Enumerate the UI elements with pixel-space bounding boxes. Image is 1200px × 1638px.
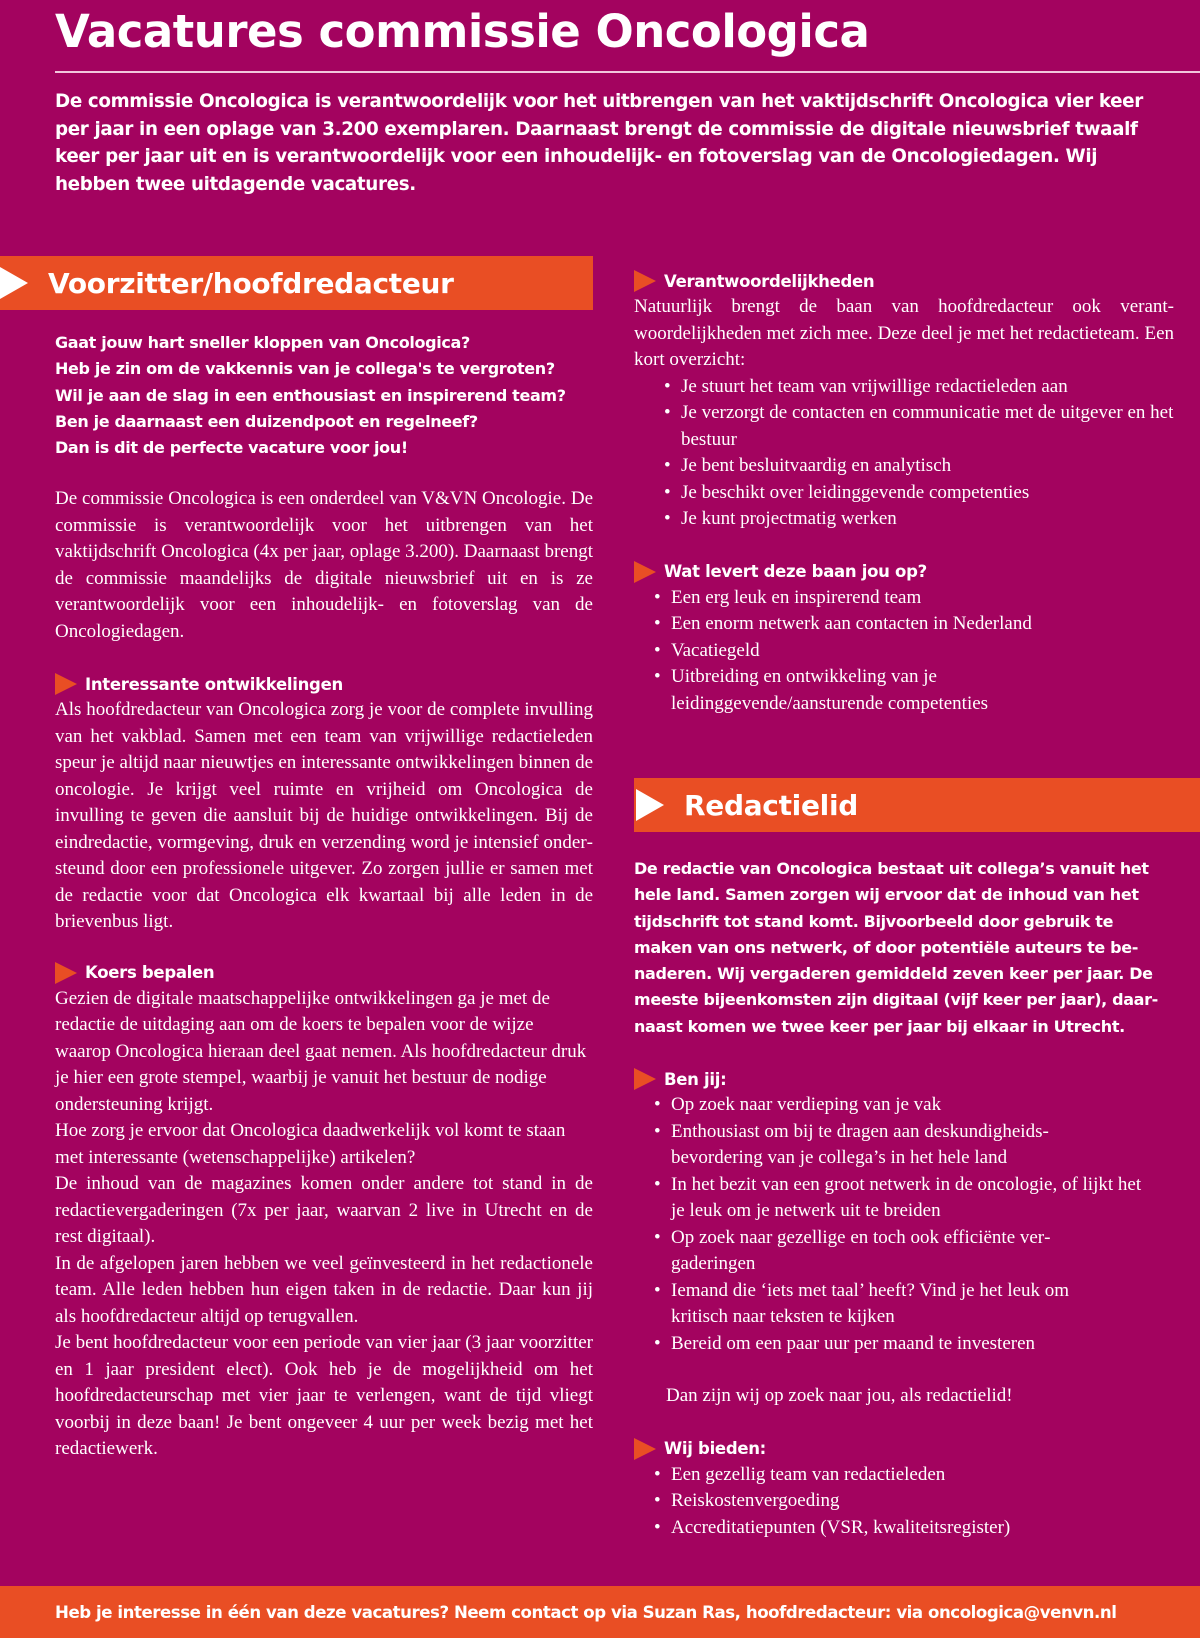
course-paragraph: De inhoud van de magazines komen onder andere tot stand in de redactievergaderingen (7x per jaar, waarvan 2 live in Utrecht en de rest digitaal). bbox=[55, 1173, 593, 1248]
responsibilities-list bbox=[634, 374, 1174, 533]
list-item: • Uitbreiding en ontwikkeling van je leidinggevende/aansturende competenties bbox=[654, 666, 989, 714]
list-item: • Je kunt projectmatig werken bbox=[664, 506, 1174, 533]
list-item: • Enthousiast om bij te dragen aan deskundigheidsbevordering van je collega’s in het hele land bbox=[654, 1120, 1049, 1169]
list-item: • Op zoek naar gezellige en toch ook efficiënte vergaderingen bbox=[654, 1226, 1051, 1275]
list-item: • Een gezellig team van redactieleden bbox=[654, 1462, 1174, 1489]
course-paragraph: In de afgelopen jaren hebben we veel geïnvesteerd in het redactionele team. Alle leden hebben hun eigen taken in de redactie. Daar kun jij als hoofdredacteur altijd op terugvallen. bbox=[55, 1252, 593, 1327]
subheading-label: Ben jij: bbox=[664, 1069, 727, 1089]
lead-line: Wil je aan de slag in een enthousiast en inspirerend team? bbox=[55, 385, 566, 405]
offer-list bbox=[634, 1462, 1174, 1542]
list-item: • Iemand die ‘iets met taal’ heeft? Vind je het leuk om kritisch naar teksten te kijken bbox=[654, 1279, 1070, 1328]
list-item: • In het bezit van een groot netwerk in de oncologie, of lijkt het je leuk om je netwerk uit te breiden bbox=[654, 1173, 1142, 1222]
intro-paragraph: De commissie Oncologica is verantwoordelijk voor het uitbrengen van het vaktijdschrift Oncologica vier keer per jaar in een oplage van 3.200 exemplaren. Daarnaast brengt de commissie de digitale nieuwsbrief twaalf keer per jaar uit en is verantwoordelijk voor een inhoudelijk- en fotoverslag van de Oncologiedagen. Wij hebben twee uitdagende vacatures. bbox=[55, 91, 1143, 195]
list-item: • Vacatiegeld bbox=[654, 638, 1174, 665]
lead-line: Heb je zin om de vakkennis van je collega's te vergroten? bbox=[55, 359, 555, 379]
editor-column bbox=[634, 856, 1174, 1541]
bullet-dot-icon: • bbox=[664, 481, 671, 503]
bullet-dot-icon: • bbox=[664, 508, 671, 529]
subheading-responsibilities bbox=[634, 268, 1174, 294]
about-paragraph: De commissie Oncologica is een onderdeel van V&VN Oncologie. De commissie is verantwoordelijk voor het uitbrengen van het vaktijdschrift Oncologica (4x per jaar, oplage 3.200). Daarnaast brengt de commissie maandelijks de digitale nieuwsbrief uit en is ze verantwoordelijk voor een inhoudelijk- en fotoverslag van de Oncologiedagen. bbox=[55, 488, 593, 642]
list-item: • Op zoek naar verdieping van je vak bbox=[654, 1092, 1174, 1119]
subheading-course bbox=[55, 960, 593, 986]
bullet-dot-icon: • bbox=[654, 586, 661, 608]
bullet-dot-icon: • bbox=[654, 1279, 661, 1301]
subheading-label: Wij bieden: bbox=[664, 1439, 766, 1459]
subheading-label: Verantwoordelijkheden bbox=[664, 271, 875, 291]
course-paragraph: Je bent hoofdredacteur voor een periode van vier jaar (3 jaar voorzitter en 1 jaar president elect). Ook heb je de mogelijkheid om het hoofdredacteurschap met vier jaar te verlengen, want de tijd vliegt voorbij in deze baan! Je bent ongeveer 4 uur per week bezig met het redactiewerk. bbox=[55, 1332, 593, 1460]
triangle-right-icon bbox=[634, 1068, 656, 1090]
section-title-editor: Redactielid bbox=[684, 788, 858, 822]
responsibilities-paragraph: Natuurlijk brengt de baan van hoofdredacteur ook verantwoordelijkheden met zich mee. Deze deel je met het redactieteam. Een kort overzicht: bbox=[634, 296, 1174, 370]
editor-lead: De redactie van Oncologica bestaat uit collega’s vanuit het hele land. Samen zorgen wij ervoor dat de inhoud van het tijdschrift tot stand komt. Bijvoorbeeld door gebruik te maken van ons netwerk, of door potentiële auteurs te benaderen. Wij vergaderen gemiddeld zeven keer per jaar. De meeste bijeenkomsten zijn digitaal (vijf keer per jaar), daarnaast komen we twee keer per jaar bij elkaar in Utrecht. bbox=[634, 859, 1159, 1036]
bullet-dot-icon: • bbox=[654, 1332, 661, 1354]
profile-list bbox=[634, 1092, 1174, 1357]
bullet-dot-icon: • bbox=[654, 1094, 661, 1116]
lead-line: Dan is dit de perfecte vacature voor jou! bbox=[55, 438, 408, 458]
profile-closing: Dan zijn wij op zoek naar jou, als redactielid! bbox=[666, 1385, 1013, 1407]
list-item: • Je bent besluitvaardig en analytisch bbox=[664, 453, 1174, 480]
list-item: • Je verzorgt de contacten en communicatie met de uitgever en het bestuur bbox=[664, 402, 1174, 450]
triangle-right-icon bbox=[0, 267, 28, 299]
list-item: • Een enorm netwerk aan contacten in Nederland bbox=[654, 611, 1174, 638]
subheading-benefits bbox=[634, 559, 1174, 585]
list-item: • Een erg leuk en inspirerend team bbox=[654, 585, 1174, 612]
course-paragraph: Hoe zorg je ervoor dat Oncologica daadwerkelijk vol komt te staan met interessante (wetenschappelijke) artikelen? bbox=[55, 1120, 566, 1168]
bullet-dot-icon: • bbox=[654, 1516, 661, 1538]
list-item: • Reiskostenvergoeding bbox=[654, 1488, 1174, 1515]
triangle-right-icon bbox=[634, 1438, 656, 1460]
bullet-dot-icon: • bbox=[654, 1226, 661, 1248]
contact-text: Heb je interesse in één van deze vacatures? Neem contact op via Suzan Ras, hoofdredacteur: via oncologica@venvn.nl bbox=[55, 1602, 1117, 1622]
triangle-right-icon bbox=[55, 962, 77, 984]
section-header-editor bbox=[634, 778, 1200, 832]
developments-paragraph: Als hoofdredacteur van Oncologica zorg je voor de complete invulling van het vakblad. Samen met een team van vrijwillige redactieleden speur je altijd naar nieuwtjes en interessante ontwikkelingen binnen de oncologie. Je krijgt veel ruimte en vrijheid om Oncologica de invulling te geven die aansluit bij de huidige ontwikkelingen. Bij de eindredactie, vormgeving, druk en verzending word je intensief ondersteund door een professionele uitgever. Zo zorgen jullie er samen met de redactie voor dat Oncologica elk kwartaal bij alle leden in de brievenbus ligt. bbox=[55, 699, 593, 933]
list-item: • Je stuurt het team van vrijwillige redactieleden aan bbox=[664, 374, 1174, 401]
subheading-developments bbox=[55, 671, 593, 697]
chair-column-continued bbox=[634, 268, 1174, 717]
bullet-dot-icon: • bbox=[654, 1490, 661, 1512]
course-paragraph: Gezien de digitale maatschappelijke ontwikkelingen ga je met de redactie de uitdaging aan om de koers te bepalen voor de wijze waarop Oncologica hieraan deel gaat nemen. Als hoofdredacteur druk je hier een grote stempel, waarbij je vanuit het bestuur de nodige ondersteuning krijgt. bbox=[55, 987, 587, 1115]
section-header-chair bbox=[0, 256, 593, 310]
chair-lead bbox=[55, 330, 593, 461]
list-item: • Accreditatiepunten (VSR, kwaliteitsregister) bbox=[654, 1515, 1174, 1542]
subheading-label: Interessante ontwikkelingen bbox=[85, 674, 343, 694]
section-title-chair: Voorzitter/hoofdredacteur bbox=[48, 266, 454, 300]
bullet-dot-icon: • bbox=[654, 1120, 661, 1142]
list-item: • Je beschikt over leidinggevende competenties bbox=[664, 480, 1174, 507]
triangle-right-icon bbox=[55, 673, 77, 695]
bullet-dot-icon: • bbox=[654, 639, 661, 661]
bullet-dot-icon: • bbox=[664, 402, 671, 423]
subheading-label: Wat levert deze baan jou op? bbox=[664, 562, 927, 581]
subheading-offer bbox=[634, 1436, 1174, 1462]
chair-column bbox=[55, 330, 593, 1463]
bullet-dot-icon: • bbox=[664, 455, 671, 476]
lead-line: Ben je daarnaast een duizendpoot en regelneef? bbox=[55, 411, 478, 431]
triangle-right-icon bbox=[634, 561, 656, 583]
lead-line: Gaat jouw hart sneller kloppen van Oncologica? bbox=[55, 333, 470, 352]
bullet-dot-icon: • bbox=[654, 613, 661, 634]
title-divider bbox=[55, 71, 1200, 73]
subheading-label: Koers bepalen bbox=[85, 963, 215, 983]
subheading-profile bbox=[634, 1066, 1174, 1092]
triangle-right-icon bbox=[636, 789, 664, 821]
benefits-list bbox=[634, 585, 1174, 718]
bullet-dot-icon: • bbox=[654, 666, 661, 687]
bullet-dot-icon: • bbox=[654, 1173, 661, 1195]
contact-footer bbox=[0, 1586, 1200, 1638]
bullet-dot-icon: • bbox=[664, 375, 671, 397]
triangle-right-icon bbox=[634, 270, 656, 292]
list-item: • Bereid om een paar uur per maand te investeren bbox=[654, 1331, 1174, 1358]
bullet-dot-icon: • bbox=[654, 1463, 661, 1485]
page-title: Vacatures commissie Oncologica bbox=[55, 5, 870, 58]
